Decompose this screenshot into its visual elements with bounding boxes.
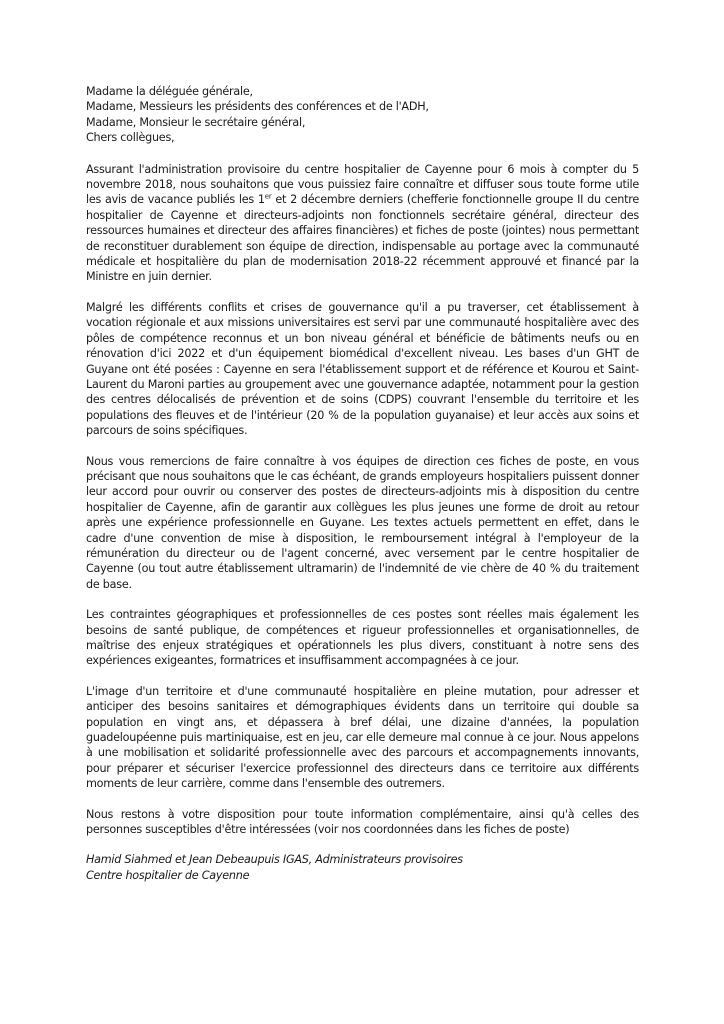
salutation-line: Chers collègues, [86,131,175,145]
salutation-block [86,84,639,146]
ordinal-superscript: er [264,192,272,201]
paragraph-territory: L'image d'un territoire et d'une communauté hospitalière en pleine mutation, pour adresser et anticiper des besoins sanitaires et démographiques évidents dans un territoire qui double sa population en vingt ans, et dépassera à bref délai, une dizaine d'années, la population guadeloupéenne puis martiniquaise, est en jeu, car elle demeure mal connue à ce jour. Nous appelons à une mobilisation et solidarité professionnelle avec des parcours et accompagnements innovants, pour préparer et sécuriser l'exercice professionnel des directeurs dans ce territoire aux différents moments de leur carrière, comme dans l'ensemble des outremers. [86,684,639,791]
paragraph-constraints: Les contraintes géographiques et professionnelles de ces postes sont réelles mais également les besoins de santé publique, de compétences et rigueur professionnelles et organisationnelles, de maîtrise des enjeux stratégiques et opérationnels les plus divers, constituant à notre sens des expériences exigeantes, formatrices et insuffisamment accompagnées à ce jour. [86,608,639,668]
signatory-names: Hamid Siahmed et Jean Debeaupuis IGAS, Administrateurs provisoires [86,853,463,867]
salutation-line: Madame la déléguée générale, [86,85,253,98]
paragraph-intro-part: Assurant l'administration provisoire du centre hospitalier de Cayenne pour 6 mois à compter du 5 novembre 2018, nous souhaitons que vous puissiez faire connaître et diffuser sous toute forme utile les avis de vacance publiés les 1 [86,162,639,207]
salutation-line: Madame, Monsieur le secrétaire général, [86,115,306,129]
paragraph-closing: Nous restons à votre disposition pour toute information complémentaire, ainsi qu'à celles des personnes susceptibles d'être intéressées (voir nos coordonnées dans les fiches de poste) [86,807,639,837]
letter-page [86,84,639,883]
signatory-institution: Centre hospitalier de Cayenne [86,868,250,882]
paragraph-request: Nous vous remercions de faire connaître à vos équipes de direction ces fiches de poste, en vous précisant que nous souhaitons que le cas échéant, de grands employeurs hospitaliers puissent donner leur accord pour ouvrir ou conserver des postes de directeurs-adjoints mis à disposition du centre hospitalier de Cayenne, afin de garantir aux collègues les plus jeunes une forme de droit au retour après une expérience professionnelle en Guyane. Les textes actuels permettent en effet, dans le cadre d'une convention de mise à disposition, le remboursement intégral à l'employeur de la rémunération du directeur ou de l'agent concerné, avec versement par le centre hospitalier de Cayenne (ou tout autre établissement ultramarin) de l'indemnité de vie chère de 40 % du traitement de base. [86,454,639,591]
salutation-line: Madame, Messieurs les présidents des conférences et de l'ADH, [86,100,429,114]
signature-block [86,852,639,883]
paragraph-establishment: Malgré les différents conflits et crises de gouvernance qu'il a pu traverser, cet établissement à vocation régionale et aux missions universitaires est servi par une communauté hospitalière avec des pôles de compétence reconnus et un bon niveau général et bénéficie de bâtiments neufs ou en rénovation d'ici 2022 et d'un équipement biomédical d'excellent niveau. Les bases d'un GHT de Guyane ont été posées : Cayenne en sera l'établissement support et de référence et Kourou et Saint-Laurent du Maroni parties au groupement avec une gouvernance adaptée, notamment pour la gestion des centres délocalisés de prévention et de soins (CDPS) couvrant l'ensemble du territoire et les populations des fleuves et de l'intérieur (20 % de la population guyanaise) et leur accès aux soins et parcours de soins spécifiques. [86,300,639,438]
paragraph-intro [86,162,639,285]
paragraph-intro-part: et 2 décembre derniers (chefferie fonctionnelle groupe II du centre hospitalier de Cayenne et directeurs-adjoints non fonctionnels secrétaire général, directeur des ressources humaines et directeur des affaires financières) et fiches de poste (jointes) nous permettant de reconstituer durablement son équipe de direction, indispensable au portage avec la communauté médicale et hospitalière du plan de modernisation 2018-22 récemment approuvé et financé par la Ministre en juin dernier. [86,193,639,284]
